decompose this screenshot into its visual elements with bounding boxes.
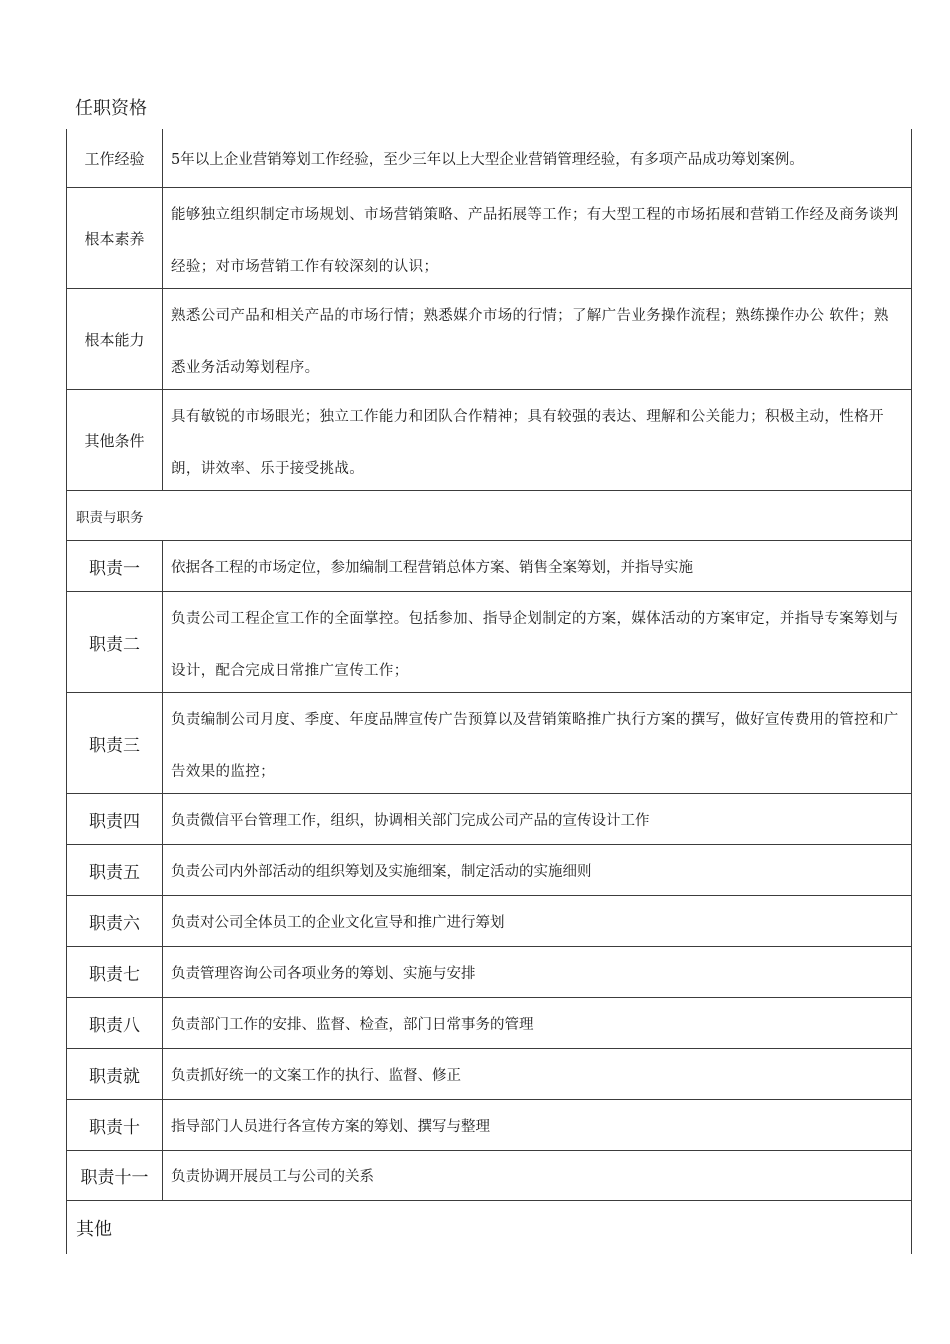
table-row (66, 794, 912, 845)
table-row (66, 129, 912, 188)
duty-label: 职责十一 (66, 1151, 163, 1200)
duty-label: 职责就 (66, 1049, 163, 1099)
table-row (66, 289, 912, 390)
section-title-other: 其他 (66, 1201, 912, 1254)
duty-content: 指导部门人员进行各宣传方案的筹划、撰写与整理 (163, 1100, 912, 1150)
duty-content: 负责部门工作的安排、监督、检查，部门日常事务的管理 (163, 998, 912, 1048)
row-content: 5年以上企业营销筹划工作经验，至少三年以上大型企业营销管理经验，有多项产品成功筹划案例。 (163, 129, 912, 187)
duty-label: 职责五 (66, 845, 163, 895)
duty-content: 负责协调开展员工与公司的关系 (163, 1151, 912, 1200)
table-row (66, 693, 912, 794)
duty-label: 职责三 (66, 693, 163, 793)
row-content: 具有敏锐的市场眼光；独立工作能力和团队合作精神；具有较强的表达、理解和公关能力；积极主动，性格开朗，讲效率、乐于接受挑战。 (163, 390, 912, 490)
duty-content: 负责公司工程企宣工作的全面掌控。包括参加、指导企划制定的方案，媒体活动的方案审定，并指导专案筹划与设计，配合完成日常推广宣传工作； (163, 592, 912, 692)
row-content: 熟悉公司产品和相关产品的市场行情；熟悉媒介市场的行情；了解广告业务操作流程；熟练操作办公 软件；熟悉业务活动筹划程序。 (163, 289, 912, 389)
duty-content: 负责编制公司月度、季度、年度品牌宣传广告预算以及营销策略推广执行方案的撰写，做好宣传费用的管控和广告效果的监控； (163, 693, 912, 793)
row-label: 根本素养 (66, 188, 163, 288)
duty-content: 负责对公司全体员工的企业文化宣导和推广进行筹划 (163, 896, 912, 946)
job-description-table (66, 129, 912, 1254)
table-row (66, 1100, 912, 1151)
duty-content: 负责管理咨询公司各项业务的筹划、实施与安排 (163, 947, 912, 997)
section-title-duties: 职责与职务 (66, 491, 912, 541)
row-label: 根本能力 (66, 289, 163, 389)
duty-content: 依据各工程的市场定位，参加编制工程营销总体方案、销售全案筹划，并指导实施 (163, 541, 912, 591)
table-row (66, 592, 912, 693)
table-row (66, 390, 912, 491)
row-content: 能够独立组织制定市场规划、市场营销策略、产品拓展等工作；有大型工程的市场拓展和营销工作经及商务谈判经验；对市场营销工作有较深刻的认识； (163, 188, 912, 288)
duty-label: 职责六 (66, 896, 163, 946)
table-row (66, 1049, 912, 1100)
duty-content: 负责抓好统一的文案工作的执行、监督、修正 (163, 1049, 912, 1099)
table-row (66, 896, 912, 947)
duty-content: 负责微信平台管理工作，组织，协调相关部门完成公司产品的宣传设计工作 (163, 794, 912, 844)
table-row (66, 188, 912, 289)
duty-label: 职责二 (66, 592, 163, 692)
duty-content: 负责公司内外部活动的组织筹划及实施细案，制定活动的实施细则 (163, 845, 912, 895)
section-title-qualifications: 任职资格 (75, 98, 147, 119)
table-row (66, 947, 912, 998)
table-row (66, 541, 912, 592)
duty-label: 职责十 (66, 1100, 163, 1150)
table-row (66, 845, 912, 896)
table-row (66, 998, 912, 1049)
row-label: 其他条件 (66, 390, 163, 490)
duty-label: 职责四 (66, 794, 163, 844)
row-label: 工作经验 (66, 129, 163, 187)
duty-label: 职责八 (66, 998, 163, 1048)
table-row (66, 1151, 912, 1201)
duty-label: 职责七 (66, 947, 163, 997)
duty-label: 职责一 (66, 541, 163, 591)
